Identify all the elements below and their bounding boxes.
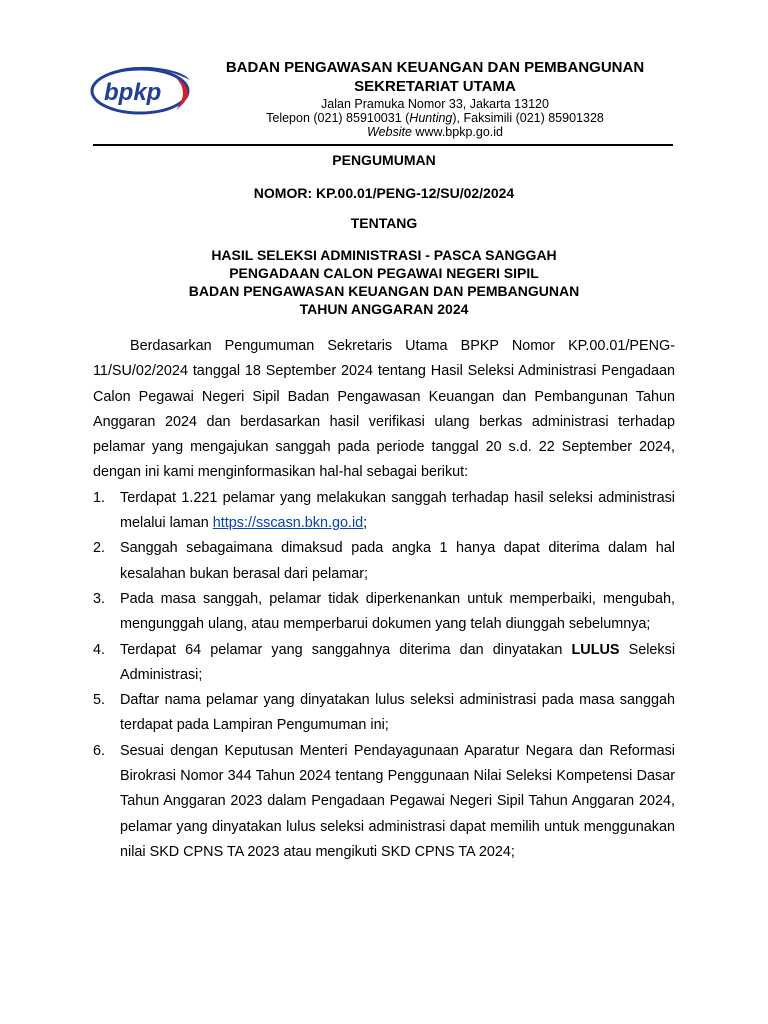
org-unit: SEKRETARIAT UTAMA: [354, 78, 516, 95]
list-item: 6. Sesuai dengan Keputusan Menteri Pendayagunaan Aparatur Negara dan Reformasi Birokrasi Nomor 344 Tahun 2024 tentang Penggunaan Nilai Seleksi Kompetensi Dasar Tahun Anggaran 2023 dalam Pengadaan Pegawai Negeri Sipil Tahun Anggaran 2024, pelamar yang dinyatakan lulus seleksi administrasi dapat memilih untuk menggunakan nilai SKD CPNS TA 2023 atau mengikuti SKD CPNS TA 2024;: [93, 739, 675, 865]
list-item: 2. Sanggah sebagaimana dimaksud pada angka 1 hanya dapat diterima dalam hal kesalahan bukan berasal dari pelamar;: [93, 536, 675, 587]
list-item: 3. Pada masa sanggah, pelamar tidak diperkenankan untuk memperbaiki, mengubah, mengunggah ulang, atau memperbarui dokumen yang telah diunggah sebelumnya;: [93, 587, 675, 638]
item-number: 5.: [93, 692, 106, 709]
org-website: Website www.bpkp.go.id: [367, 125, 503, 139]
list-item: 5. Daftar nama pelamar yang dinyatakan lulus seleksi administrasi pada masa sanggah terdapat pada Lampiran Pengumuman ini;: [93, 688, 675, 739]
intro-paragraph: Berdasarkan Pengumuman Sekretaris Utama BPKP Nomor KP.00.01/PENG-11/SU/02/2024 tanggal 18 September 2024 tentang Hasil Seleksi Administrasi Pengadaan Calon Pegawai Negeri Sipil Badan Pengawasan Keuangan dan Pembangunan Tahun Anggaran 2024 dan berdasarkan hasil verifikasi ulang berkas administrasi terhadap pelamar yang mengajukan sanggah pada periode tanggal 20 s.d. 22 September 2024, dengan ini kami menginformasikan hal-hal sebagai berikut:: [93, 338, 675, 481]
bpkp-logo: [90, 62, 202, 118]
logo-text: bpkp: [104, 79, 162, 106]
list-item: 4. Terdapat 64 pelamar yang sanggahnya diterima dan dinyatakan LULUS Seleksi Administrasi;: [93, 638, 675, 689]
announcement-body: [93, 334, 675, 865]
announcement-title: PENGUMUMAN: [332, 152, 436, 168]
subject-line: TAHUN ANGGARAN 2024: [299, 301, 469, 317]
list-item: 1. Terdapat 1.221 pelamar yang melakukan sanggah terhadap hasil seleksi administrasi melalui laman https://sscasn.bkn.go.id;: [93, 486, 675, 537]
lulus-emphasis: LULUS: [571, 641, 620, 658]
org-name: BADAN PENGAWASAN KEUANGAN DAN PEMBANGUNAN: [225, 59, 645, 76]
subject-line: PENGADAAN CALON PEGAWAI NEGERI SIPIL: [229, 265, 539, 281]
subject-line: BADAN PENGAWASAN KEUANGAN DAN PEMBANGUNAN: [188, 283, 580, 299]
item-number: 4.: [93, 641, 106, 658]
sscasn-link[interactable]: https://sscasn.bkn.go.id: [212, 515, 364, 532]
subject-line: HASIL SELEKSI ADMINISTRASI - PASCA SANGGAH: [211, 247, 557, 263]
letterhead-divider: [93, 144, 673, 146]
org-phone: Telepon (021) 85910031 (Hunting), Faksimili (021) 85901328: [266, 111, 604, 125]
points-list: [93, 486, 675, 865]
item-number: 1.: [93, 489, 106, 506]
announcement-subject: [93, 246, 675, 318]
org-address: Jalan Pramuka Nomor 33, Jakarta 13120: [321, 97, 549, 111]
item-number: 6.: [93, 742, 106, 759]
item-number: 2.: [93, 540, 106, 557]
letterhead: [205, 58, 665, 139]
announcement-about: TENTANG: [350, 215, 418, 231]
announcement-number: NOMOR: KP.00.01/PENG-12/SU/02/2024: [253, 185, 515, 201]
item-number: 3.: [93, 590, 106, 607]
